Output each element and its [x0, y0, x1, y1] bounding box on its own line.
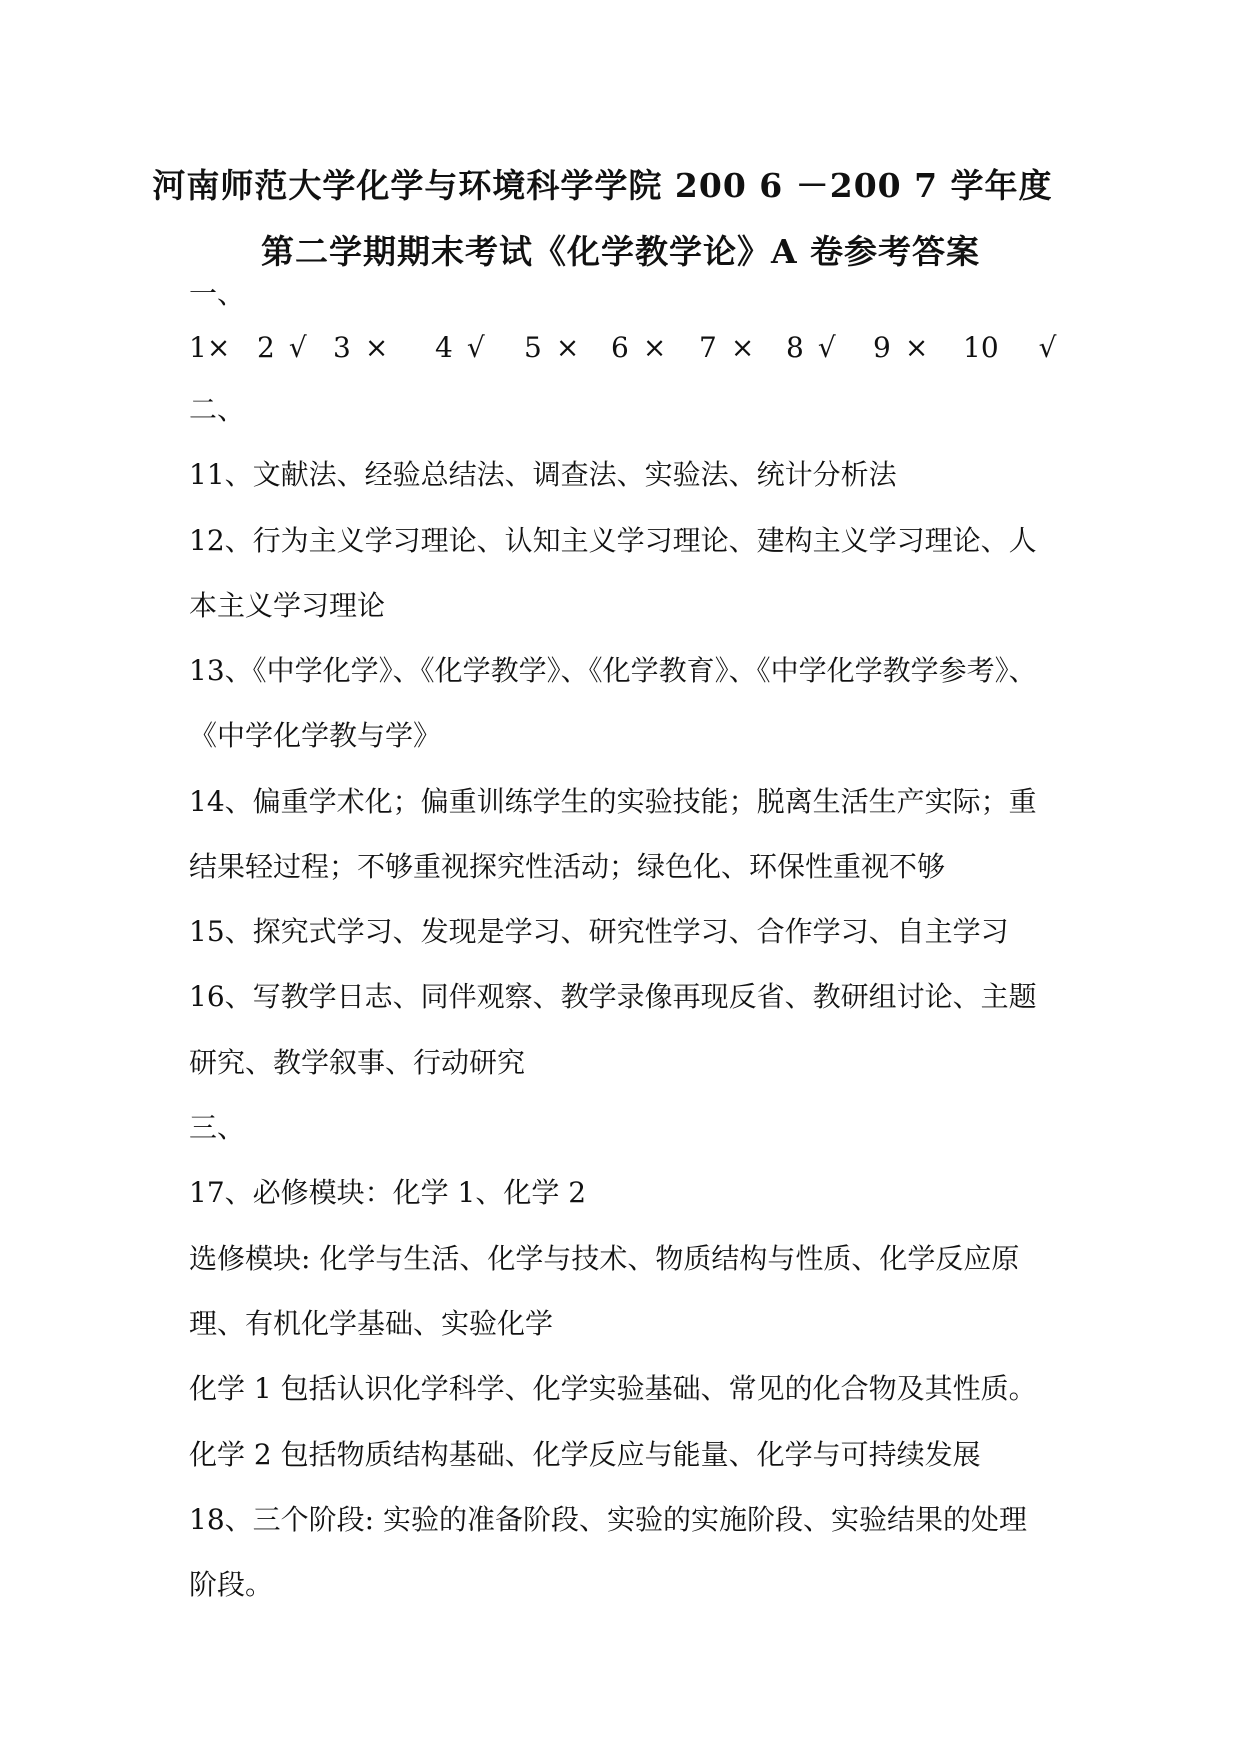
- true-false-answers: [189, 330, 1059, 366]
- answer-line: 理、有机化学基础、实验化学: [189, 1307, 554, 1340]
- answer-mark: √: [817, 331, 836, 364]
- section-2-label: 二、: [189, 393, 246, 426]
- answer-item: [189, 330, 230, 366]
- answer-line: 16、写教学日志、同伴观察、教学录像再现反省、教研组讨论、主题: [189, 980, 1037, 1013]
- answer-mark: ×: [904, 331, 929, 364]
- answer-item: [873, 330, 928, 366]
- answer-line: 化学 2 包括物质结构基础、化学反应与能量、化学与可持续发展: [189, 1438, 981, 1471]
- answer-item: [435, 330, 485, 366]
- answer-item: [524, 330, 579, 366]
- answer-line: 本主义学习理论: [189, 589, 386, 622]
- document-title-line2: 第二学期期末考试《化学教学论》A 卷参考答案: [260, 232, 981, 271]
- answer-mark: ×: [555, 331, 580, 364]
- answer-line: 17、必修模块：化学 1、化学 2: [189, 1176, 587, 1209]
- answer-mark: √: [288, 331, 307, 364]
- answer-item: [257, 330, 307, 366]
- answer-number: 8: [786, 331, 804, 364]
- section-1-label: 一、: [189, 277, 246, 310]
- answer-line: 选修模块: 化学与生活、化学与技术、物质结构与性质、化学反应原: [189, 1242, 1020, 1275]
- answer-line: 结果轻过程；不够重视探究性活动；绿色化、环保性重视不够: [189, 850, 946, 883]
- answer-mark: ×: [642, 331, 667, 364]
- answer-number: 6: [611, 331, 629, 364]
- answer-number: 9: [873, 331, 891, 364]
- answer-number: 4: [435, 331, 453, 364]
- answer-number: 7: [699, 331, 717, 364]
- answer-mark: ×: [206, 331, 231, 364]
- answer-item: [611, 330, 666, 366]
- answer-number: 10: [963, 331, 999, 364]
- answer-line: 14、偏重学术化；偏重训练学生的实验技能；脱离生活生产实际；重: [189, 785, 1037, 818]
- answer-mark: ×: [730, 331, 755, 364]
- document-title-line1: 河南师范大学化学与环境科学学院 200 6 －200 7 学年度: [152, 166, 1053, 205]
- answer-item: [333, 330, 388, 366]
- answer-number: 3: [333, 331, 351, 364]
- answer-item: [786, 330, 836, 366]
- answer-number: 5: [524, 331, 542, 364]
- answer-line: 13、《中学化学》、《化学教学》、《化学教育》、《中学化学教学参考》、: [189, 654, 1037, 687]
- answer-item: [699, 330, 754, 366]
- answer-mark: ×: [364, 331, 389, 364]
- answer-mark: √: [466, 331, 485, 364]
- answer-line: 12、行为主义学习理论、认知主义学习理论、建构主义学习理论、人: [189, 524, 1037, 557]
- answer-line: 11、文献法、经验总结法、调查法、实验法、统计分析法: [189, 458, 897, 491]
- answer-number: 1: [189, 331, 207, 364]
- answer-mark: √: [1038, 331, 1057, 364]
- section-3-label: 三、: [189, 1111, 246, 1144]
- answer-line: 研究、教学叙事、行动研究: [189, 1046, 526, 1079]
- answer-number: 2: [257, 331, 275, 364]
- answer-line: 18、三个阶段: 实验的准备阶段、实验的实施阶段、实验结果的处理: [189, 1503, 1027, 1536]
- answer-line: 《中学化学教与学》: [189, 719, 442, 752]
- answer-line: 化学 1 包括认识化学科学、化学实验基础、常见的化合物及其性质。: [189, 1372, 1037, 1405]
- answer-line: 阶段。: [189, 1568, 274, 1601]
- answer-line: 15、探究式学习、发现是学习、研究性学习、合作学习、自主学习: [189, 915, 1009, 948]
- answer-item: [963, 330, 1056, 366]
